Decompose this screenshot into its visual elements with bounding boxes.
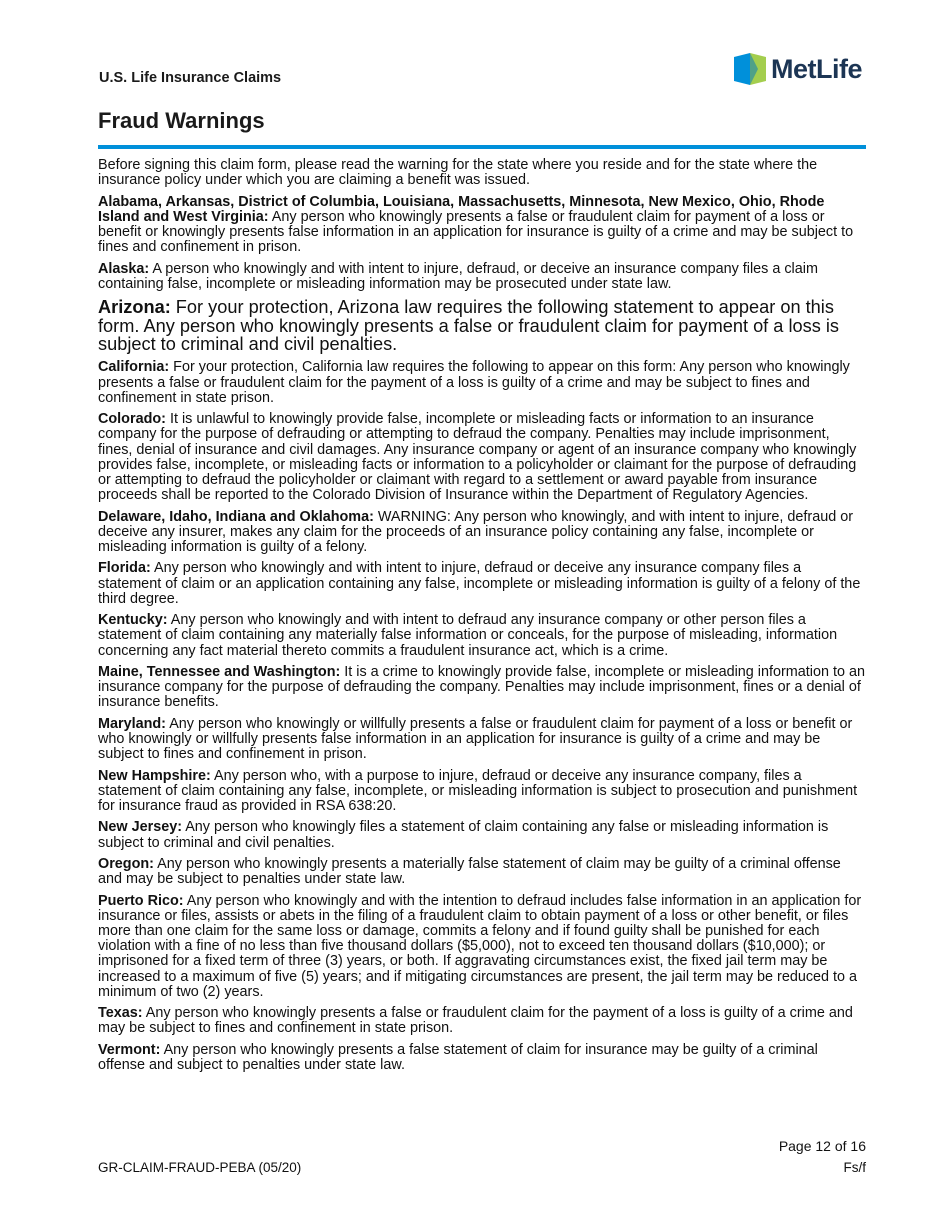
warning-states: Alaska:	[98, 260, 150, 277]
warning-states: California:	[98, 359, 170, 376]
warning-states: Kentucky:	[98, 612, 168, 629]
warning-text: Any person who knowingly and with intent to injure, defraud or deceive any insurance company files a statement of claim or an application containing any false, incomplete or misleading information is guilty of a felony of the third degree.	[98, 560, 861, 607]
metlife-logo	[734, 53, 862, 85]
warning-states: Texas:	[98, 1005, 143, 1022]
fraud-warnings-content	[98, 158, 866, 1079]
warning-paragraph	[98, 360, 866, 406]
warning-paragraph	[98, 561, 866, 607]
form-code: GR-CLAIM-FRAUD-PEBA (05/20)	[98, 1160, 302, 1175]
warning-states: Puerto Rico:	[98, 892, 184, 909]
warning-paragraph	[98, 820, 866, 850]
warning-paragraph	[98, 1043, 866, 1073]
warning-paragraph	[98, 298, 866, 354]
warning-text: It is a crime to knowingly provide false, incomplete or misleading information to an insurance company for the purpose of defrauding the company. Penalties may include imprisonment, fines or a denial of insurance benefits.	[98, 664, 865, 711]
warning-text: Any person who knowingly presents a false or fraudulent claim for payment of a loss or benefit or knowingly presents false information in an application for insurance is guilty of a crime and may be subject to fines and confinement in prison.	[98, 208, 854, 256]
warning-text: It is unlawful to knowingly provide false, incomplete or misleading facts or information to an insurance company for the purpose of defrauding or attempting to defraud the company. Penalties may include imprisonment, fines, denial of insurance and civil damages. Any insurance company or agent of an insurance company who knowingly provides false, incomplete, or misleading facts or information to a policyholder or claimant for the purpose of defrauding or attempting to defraud the policyholder or claimant with regard to a settlement or award payable from insurance proceeds shall be reported to the Colorado Division of Insurance within the Department of Regulatory Agencies.	[98, 411, 857, 504]
warning-text: A person who knowingly and with intent to injure, defraud, or deceive an insurance company files a claim containing false, incomplete or misleading information may be prosecuted under state law.	[98, 260, 818, 292]
warning-paragraph	[98, 262, 866, 292]
warning-states: Arizona:	[98, 297, 171, 318]
warning-text: Any person who, with a purpose to injure, defraud or deceive any insurance company, files a statement of claim containing any false, incomplete, or misleading information is subject to prosecution and punishment for insurance fraud as provided in RSA 638:20.	[98, 767, 858, 815]
warning-paragraph	[98, 769, 866, 815]
form-suffix: Fs/f	[843, 1160, 866, 1175]
section-title: U.S. Life Insurance Claims	[99, 70, 282, 86]
warning-paragraph	[98, 857, 866, 887]
warning-text: For your protection, Arizona law requires the following statement to appear on this form. Any person who knowingly presents a false or fraudulent claim for payment of a loss is subject to criminal and civil penalties.	[98, 297, 839, 355]
logo-text: MetLife	[771, 53, 862, 84]
warning-text: For your protection, California law requires the following to appear on this form: Any person who knowingly presents a false or fraudulent claim for the payment of a loss is guilty of a crime and may be subject to fines and confinement in state prison.	[98, 359, 850, 406]
intro-paragraph: Before signing this claim form, please read the warning for the state where you reside and for the state where the insurance policy under which you are claiming a benefit was issued.	[98, 157, 818, 189]
warning-paragraph	[98, 510, 866, 556]
warning-paragraph	[98, 894, 866, 1000]
warning-states: Colorado:	[98, 411, 166, 428]
title-divider	[98, 145, 866, 149]
warning-text: Any person who knowingly presents a materially false statement of claim may be guilty of a criminal offense and may be subject to penalties under state law.	[98, 856, 841, 888]
warning-states: Alabama, Arkansas, District of Columbia, Louisiana, Massachusetts, Minnesota, New Mexico, Ohio, Rhode Island and West Virginia:	[98, 193, 825, 225]
warning-paragraph	[98, 665, 866, 711]
warning-text: WARNING: Any person who knowingly, and with intent to injure, defraud or deceive any insurer, makes any claim for the proceeds of an insurance policy containing any false, incomplete or misleading information is guilty of a felony.	[98, 508, 854, 556]
warning-states: Oregon:	[98, 856, 154, 873]
warning-paragraph	[98, 412, 866, 503]
warning-text: Any person who knowingly files a statement of claim containing any false or misleading information is subject to criminal and civil penalties.	[98, 819, 829, 851]
page-title: Fraud Warnings	[98, 108, 265, 133]
warning-text: Any person who knowingly presents a false or fraudulent claim for the payment of a loss is guilty of a crime and may be subject to fines and confinement in state prison.	[98, 1005, 853, 1037]
warning-states: Maine, Tennessee and Washington:	[98, 664, 341, 681]
warning-states: Maryland:	[98, 715, 166, 732]
metlife-logo-icon	[734, 53, 766, 85]
warning-states: Florida:	[98, 560, 151, 577]
warning-paragraph	[98, 717, 866, 763]
warning-paragraph	[98, 1006, 866, 1036]
warning-text: Any person who knowingly presents a false statement of claim for insurance may be guilty of a criminal offense and subject to penalties under state law.	[98, 1041, 818, 1074]
page-number: Page 12 of 16	[778, 1138, 866, 1154]
warning-states: New Jersey:	[98, 819, 182, 836]
warning-text: Any person who knowingly and with intent to defraud any insurance company or other person files a statement of claim containing any materially false information or conceals, for the purpose of misleading, information concerning any fact material thereto commits a fraudulent insurance act, which is a crime.	[98, 612, 838, 659]
warning-text: Any person who knowingly or willfully presents a false or fraudulent claim for payment of a loss or benefit or who knowingly or willfully presents false information in an application for insurance is guilty of a crime and may be subject to fines and confinement in prison.	[98, 715, 853, 763]
warning-states: Delaware, Idaho, Indiana and Oklahoma:	[98, 508, 374, 525]
warning-paragraph	[98, 195, 866, 256]
warning-states: Vermont:	[98, 1041, 161, 1058]
warning-states: New Hampshire:	[98, 767, 211, 784]
warning-paragraph	[98, 613, 866, 659]
warning-text: Any person who knowingly and with the intention to defraud includes false information in an application for insurance or files, assists or abets in the filing of a fraudulent claim to obtain payment of a loss or other benefit, or files more than one claim for the same loss or damage, commits a felony and if found guilty shall be punished for each violation with a fine of no less than five thousand dollars ($5,000), not to exceed ten thousand dollars ($10,000); or imprisoned for a fixed term of three (3) years, or both. If aggravating circumstances exist, the fixed jail term may be increased to a maximum of five (5) years; and if mitigating circumstances are present, the jail term may be reduced to a minimum of two (2) years.	[98, 892, 862, 1000]
